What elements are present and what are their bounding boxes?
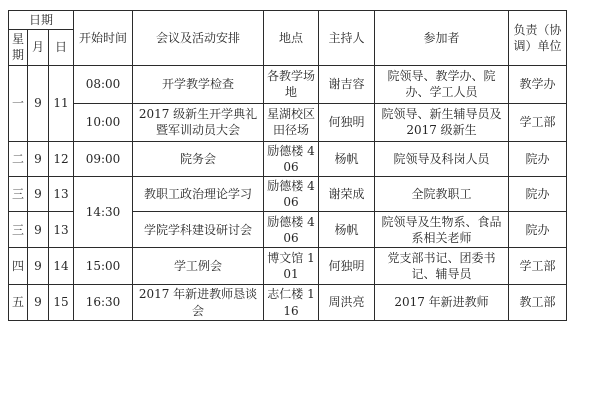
cell-weekday: 三 xyxy=(9,212,28,248)
cell-day: 15 xyxy=(49,285,74,320)
cell-host: 杨帆 xyxy=(319,141,375,176)
cell-day: 12 xyxy=(49,141,74,176)
cell-unit: 学工部 xyxy=(509,248,567,285)
cell-day: 14 xyxy=(49,248,74,285)
table-row xyxy=(9,103,567,141)
cell-host: 何独明 xyxy=(319,248,375,285)
header-responsible-unit: 负责（协调）单位 xyxy=(509,11,567,66)
cell-month: 9 xyxy=(28,65,49,141)
cell-day: 11 xyxy=(49,65,74,141)
cell-activity: 2017 级新生开学典礼暨军训动员大会 xyxy=(133,103,264,141)
header-start-time: 开始时间 xyxy=(74,11,133,66)
cell-time: 09:00 xyxy=(74,141,133,176)
cell-month: 9 xyxy=(28,176,49,211)
cell-activity: 教职工政治理论学习 xyxy=(133,176,264,211)
cell-participants: 2017 年新进教师 xyxy=(375,285,509,320)
cell-activity: 学院学科建设研讨会 xyxy=(133,212,264,248)
cell-day: 13 xyxy=(49,212,74,248)
table-row xyxy=(9,141,567,176)
cell-participants: 院领导、新生辅导员及 2017 级新生 xyxy=(375,103,509,141)
cell-month: 9 xyxy=(28,248,49,285)
cell-activity: 开学教学检查 xyxy=(133,65,264,103)
table-row xyxy=(9,65,567,103)
cell-time: 08:00 xyxy=(74,65,133,103)
cell-weekday: 四 xyxy=(9,248,28,285)
cell-day: 13 xyxy=(49,176,74,211)
header-day: 日 xyxy=(49,30,74,65)
header-month: 月 xyxy=(28,30,49,65)
cell-unit: 学工部 xyxy=(509,103,567,141)
cell-month: 9 xyxy=(28,141,49,176)
header-activity: 会议及活动安排 xyxy=(133,11,264,66)
cell-participants: 院领导、教学办、院办、学工人员 xyxy=(375,65,509,103)
header-weekday: 星期 xyxy=(9,30,28,65)
cell-unit: 教学办 xyxy=(509,65,567,103)
cell-weekday: 三 xyxy=(9,176,28,211)
table-row xyxy=(9,176,567,211)
cell-location: 励德楼 406 xyxy=(264,176,319,211)
cell-participants: 党支部书记、团委书记、辅导员 xyxy=(375,248,509,285)
cell-unit: 院办 xyxy=(509,176,567,211)
cell-host: 谢吉容 xyxy=(319,65,375,103)
cell-month: 9 xyxy=(28,285,49,320)
header-row-top xyxy=(9,11,567,30)
cell-location: 励德楼 406 xyxy=(264,141,319,176)
weekly-schedule-table xyxy=(8,10,567,321)
cell-time: 10:00 xyxy=(74,103,133,141)
cell-participants: 全院教职工 xyxy=(375,176,509,211)
cell-activity: 2017 年新进教师恳谈会 xyxy=(133,285,264,320)
cell-time: 16:30 xyxy=(74,285,133,320)
table-row xyxy=(9,248,567,285)
cell-host: 杨帆 xyxy=(319,212,375,248)
cell-activity: 院务会 xyxy=(133,141,264,176)
cell-weekday: 二 xyxy=(9,141,28,176)
cell-month: 9 xyxy=(28,212,49,248)
cell-location: 各教学场地 xyxy=(264,65,319,103)
cell-unit: 院办 xyxy=(509,141,567,176)
cell-location: 志仁楼 116 xyxy=(264,285,319,320)
cell-host: 何独明 xyxy=(319,103,375,141)
cell-unit: 院办 xyxy=(509,212,567,248)
table-row xyxy=(9,285,567,320)
cell-time: 14:30 xyxy=(74,176,133,247)
cell-participants: 院领导及科岗人员 xyxy=(375,141,509,176)
header-host: 主持人 xyxy=(319,11,375,66)
cell-location: 星湖校区田径场 xyxy=(264,103,319,141)
cell-weekday: 五 xyxy=(9,285,28,320)
cell-activity: 学工例会 xyxy=(133,248,264,285)
cell-host: 谢荣成 xyxy=(319,176,375,211)
cell-unit: 教工部 xyxy=(509,285,567,320)
cell-participants: 院领导及生物系、食品系相关老师 xyxy=(375,212,509,248)
cell-weekday: 一 xyxy=(9,65,28,141)
cell-location: 博文馆 101 xyxy=(264,248,319,285)
header-location: 地点 xyxy=(264,11,319,66)
cell-host: 周洪亮 xyxy=(319,285,375,320)
header-participants: 参加者 xyxy=(375,11,509,66)
header-date-group: 日期 xyxy=(9,11,74,30)
cell-time: 15:00 xyxy=(74,248,133,285)
cell-location: 励德楼 406 xyxy=(264,212,319,248)
